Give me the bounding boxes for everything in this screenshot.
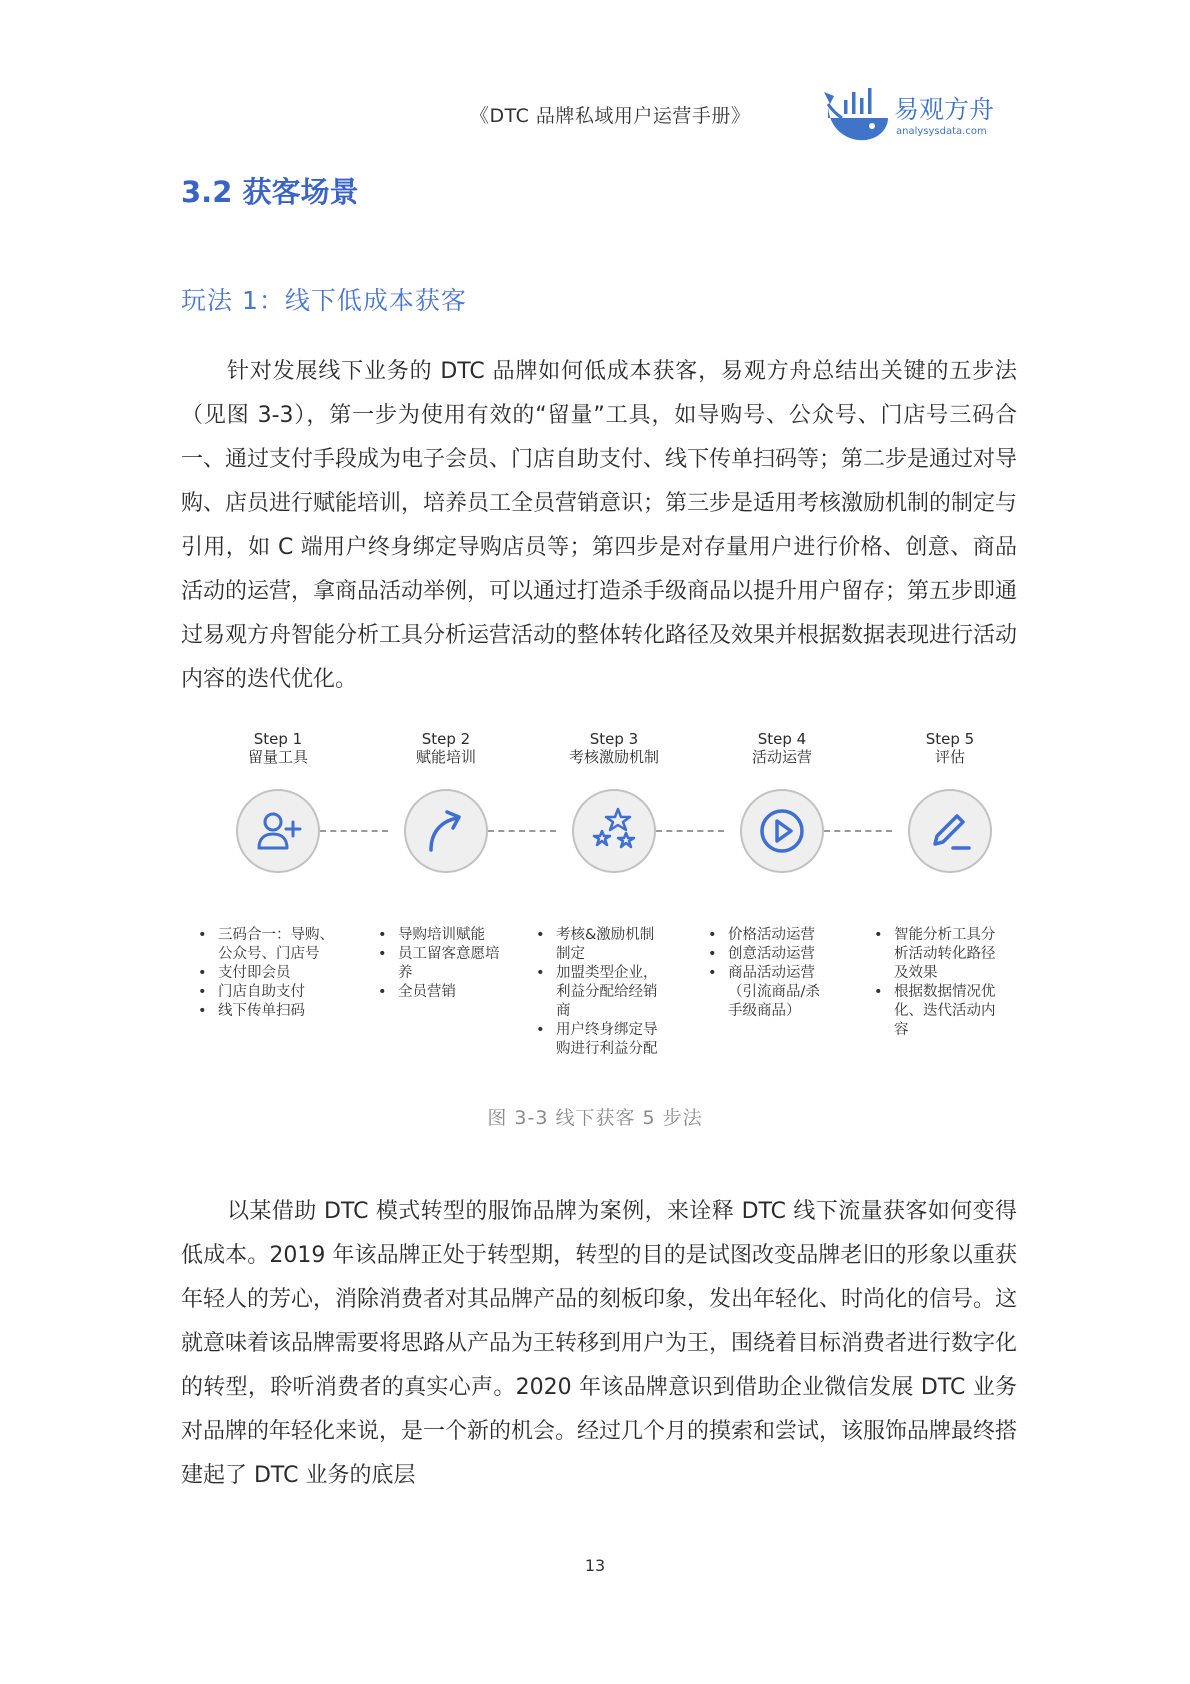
list-item: • 根据数据情况优化、迭代活动内容 — [872, 983, 996, 1040]
step-5-bullets — [872, 926, 996, 1040]
body-paragraph-1: 针对发展线下业务的 DTC 品牌如何低成本获客，易观方舟总结出关键的五步法（见图 3-3），第一步为使用有效的“留量”工具，如导购号、公众号、门店号三码合一、通过支付手段成为电子会员、门店自助支付、线下传单扫码等；第二步是通过对导购、店员进行赋能培训，培养员工全员营销意识；第三步是适用考核激励机制的制定与引用，如 C 端用户终身绑定导购店员等；第四步是对存量用户进行价格、创意、商品活动的运营，拿商品活动举例，可以通过打造杀手级商品以提升用户留存；第五步即通过易观方舟智能分析工具分析运营活动的整体转化路径及效果并根据数据表现进行活动内容的迭代优化。 — [181, 359, 1018, 692]
step-name: 留量工具 — [247, 748, 308, 766]
list-item: • 线下传单扫码 — [196, 1002, 342, 1021]
list-item: • 价格活动运营 — [706, 926, 832, 945]
logo-url: analysysdata.com — [896, 126, 987, 137]
page-number: 13 — [584, 1556, 606, 1575]
step-2-bullets — [376, 926, 500, 1002]
step-number: Step 4 — [757, 730, 807, 748]
list-item: • 用户终身绑定导购进行利益分配 — [534, 1021, 668, 1059]
list-item: • 考核&激励机制制定 — [534, 926, 668, 964]
growth-arrow-icon — [421, 806, 471, 856]
edit-pen-icon — [925, 806, 975, 856]
step-name: 评估 — [934, 748, 965, 766]
step-name: 活动运营 — [751, 748, 812, 766]
step-3-bullets — [534, 926, 668, 1059]
step-1-circle — [236, 789, 320, 873]
connector-line — [488, 830, 556, 832]
five-step-diagram — [218, 730, 1008, 1090]
list-item: • 全员营销 — [376, 983, 500, 1002]
step-3-label — [544, 730, 684, 766]
step-number: Step 3 — [589, 730, 639, 748]
body-paragraph-2: 以某借助 DTC 模式转型的服饰品牌为案例，来诠释 DTC 线下流量获客如何变得低成本。2019 年该品牌正处于转型期，转型的目的是试图改变品牌老旧的形象以重获年轻人的芳心，消除消费者对其品牌产品的刻板印象，发出年轻化、时尚化的信号。这就意味着该品牌需要将思路从产品为王转移到用户为王，围绕着目标消费者进行数字化的转型，聆听消费者的真实心声。2020 年该品牌意识到借助企业微信发展 DTC 业务对品牌的年轻化来说，是一个新的机会。经过几个月的摸索和尝试，该服饰品牌最终搭建起了 DTC 业务的底层 — [181, 1199, 1018, 1488]
step-name: 赋能培训 — [415, 748, 476, 766]
subsection-title: 玩法 1：线下低成本获客 — [181, 286, 467, 315]
whale-logo-icon — [822, 84, 892, 146]
list-item: • 门店自助支付 — [196, 983, 342, 1002]
section-title: 3.2 获客场景 — [181, 175, 359, 209]
step-number: Step 2 — [421, 730, 471, 748]
add-user-icon — [253, 806, 303, 856]
step-number: Step 5 — [925, 730, 975, 748]
list-item: • 商品活动运营（引流商品/杀手级商品） — [706, 964, 832, 1021]
stars-icon — [588, 805, 640, 857]
brand-logo — [822, 84, 1012, 148]
list-item: • 支付即会员 — [196, 964, 342, 983]
step-1-label — [208, 730, 348, 766]
list-item: • 导购培训赋能 — [376, 926, 500, 945]
connector-line — [320, 830, 388, 832]
list-item: • 三码合一：导购、公众号、门店号 — [196, 926, 342, 964]
list-item: • 智能分析工具分析活动转化路径及效果 — [872, 926, 996, 983]
list-item: • 加盟类型企业，利益分配给经销商 — [534, 964, 668, 1021]
step-2-circle — [404, 789, 488, 873]
figure-caption: 图 3-3 线下获客 5 步法 — [487, 1107, 703, 1129]
step-2-label — [376, 730, 516, 766]
list-item: • 员工留客意愿培养 — [376, 945, 500, 983]
logo-name: 易观方舟 — [894, 95, 995, 124]
step-4-label — [712, 730, 852, 766]
connector-line — [824, 830, 892, 832]
step-3-circle — [572, 789, 656, 873]
step-1-bullets — [196, 926, 342, 1021]
connector-line — [656, 830, 724, 832]
step-name: 考核激励机制 — [568, 748, 659, 766]
step-4-circle — [740, 789, 824, 873]
step-number: Step 1 — [253, 730, 303, 748]
step-5-label — [880, 730, 1020, 766]
list-item: • 创意活动运营 — [706, 945, 832, 964]
step-5-circle — [908, 789, 992, 873]
document-header-title: 《DTC 品牌私域用户运营手册》 — [470, 105, 751, 127]
play-icon — [757, 806, 807, 856]
step-4-bullets — [706, 926, 832, 1021]
